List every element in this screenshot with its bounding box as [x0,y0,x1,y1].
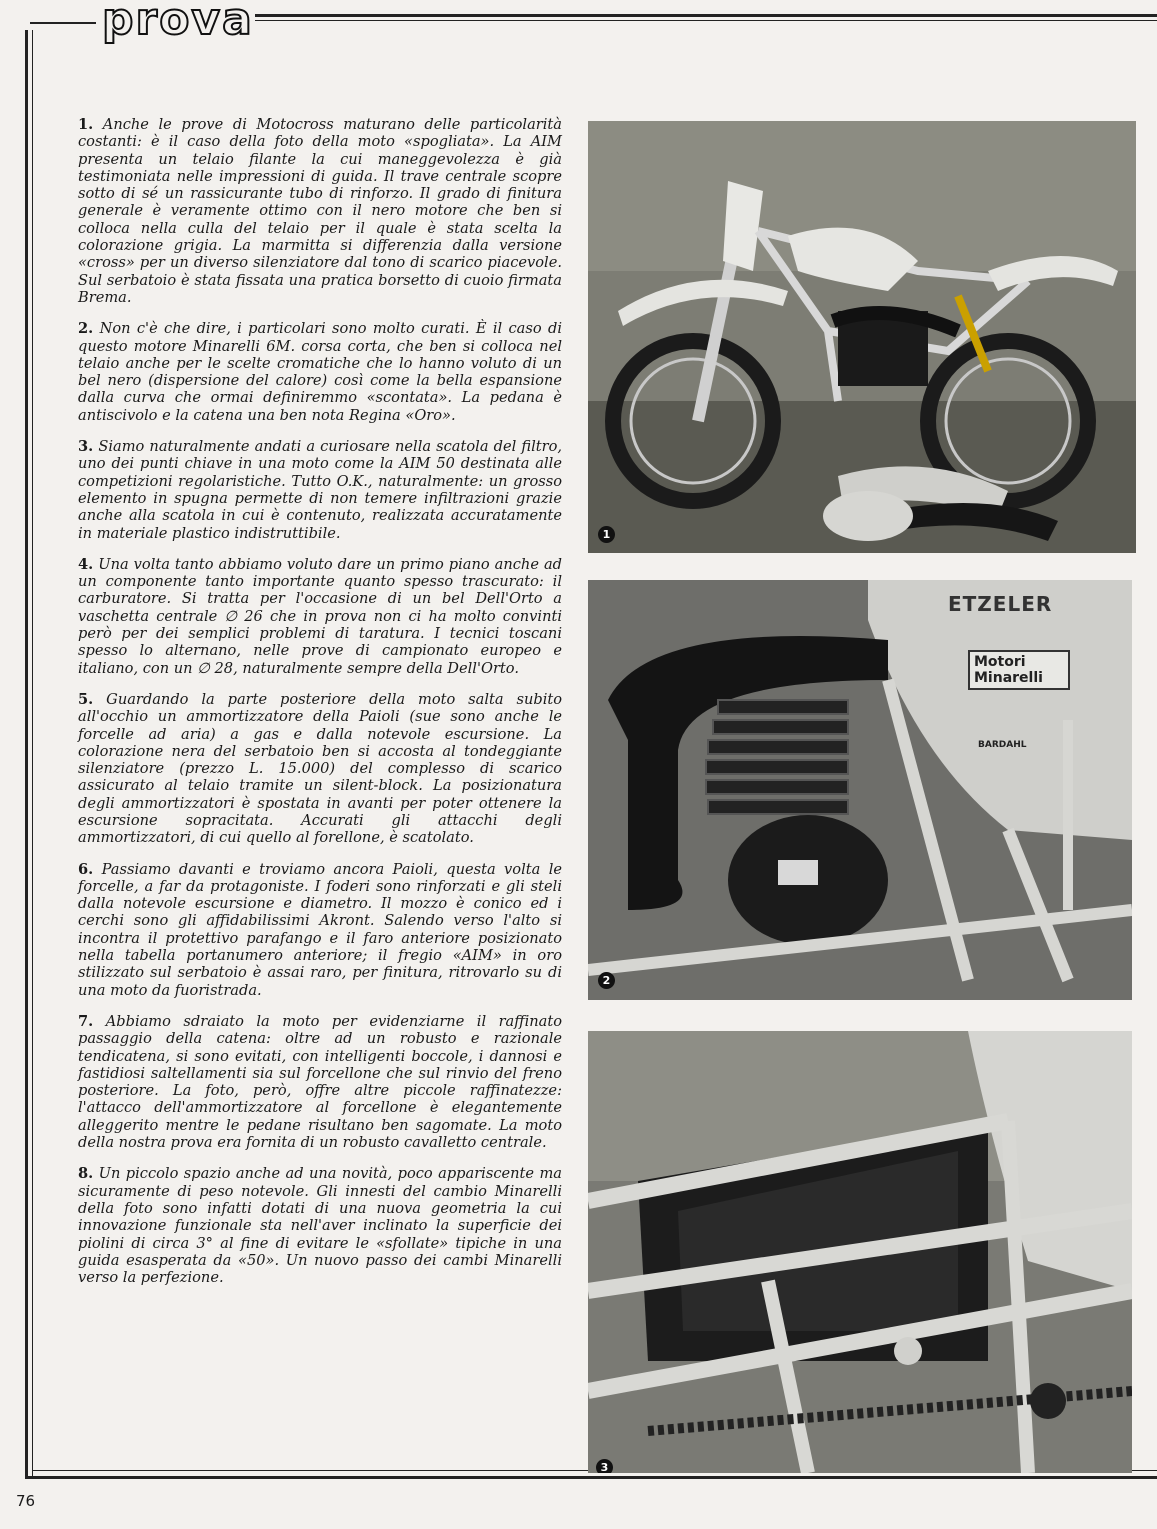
engine-illustration [588,580,1132,1000]
paragraph-2 [78,320,562,424]
paragraph-text: Non c'è che dire, i particolari sono molto curati. È il caso di questo motore Minarelli 6M. corsa corta, che ben si colloca nel telaio anche per le scelte cromatiche che lo hanno voluto di un bel nero (dispersione del calore) così come la bella espansione dalla curva che ormai definiremmo «scontata». La pedana è antiscivolo e la catena una ben nota Regina «Oro». [78,320,563,424]
motorcycle-illustration [588,121,1136,553]
paragraph-text: Siamo naturalmente andati a curiosare nella scatola del filtro, uno dei punti chiave in una moto come la AIM 50 destinata alle competizioni regolaristiche. Tutto O.K., naturalmente: un grosso elemento in spugna permette di non temere infiltrazioni grazie anche alla scatola in cui è contenuto, realizzata accuratamente in materiale plastico indistruttibile. [78,438,563,542]
decal-motori-line2: Minarelli [974,670,1043,686]
frame-top-rule [255,14,1157,17]
engine-closeup-photo [588,580,1132,1000]
page-number: 76 [16,1492,36,1510]
paragraph-number: 5. [78,690,94,708]
motorcycle-photo [588,121,1136,553]
paragraph-number: 6. [78,860,94,878]
decal-brand: ETZELER [948,592,1053,616]
frame-bottom-rule [25,1476,1157,1479]
paragraph-text: Passiamo davanti e troviamo ancora Paioli, questa volta le forcelle, a far da protagoniste. I foderi sono rinforzati e gli steli dalla notevole escursione e diametro. Il mozzo è conico ed i cerchi sono gli affidabilissimi Akront. Salendo verso l'alto si incontra il protettivo parafango e il faro anteriore posizionato nella tabella portanumero anteriore; il fregio «AIM» in oro stilizzato sul serbatoio è assai raro, per finitura, ritrovarlo su di una moto da fuoristrada. [78,860,562,999]
paragraph-8 [78,1165,562,1286]
decal-oil: BARDAHL [978,740,1027,750]
photo-number-badge: 1 [598,526,615,543]
header-rule-left [30,22,96,24]
paragraph-number: 2. [78,320,94,338]
article-body [78,116,562,1300]
paragraph-text: Guardando la parte posteriore della moto salta subito all'occhio un ammortizzatore della Paioli (sue sono anche le forcelle ad aria) a gas e dalla notevole escursione. La colorazione nera del serbatoio ben si accosta al tondeggiante silenziatore (prezzo L. 15.000) del complesso di scarico assicurato al telaio tramite un silent-block. La posizionatura degli ammortizzatori è spostata in avanti per poter ottenere la escursione sopracitata. Accurati gli attacchi degli ammortizzatori, di cui quello al forellone, è scatolato. [78,690,563,847]
frame-top-rule-thin [255,20,1157,21]
paragraph-7 [78,1013,562,1151]
frame-illustration [588,1031,1132,1473]
paragraph-number: 8. [78,1165,94,1183]
decal-motori [968,650,1070,690]
frame-left-rule [25,30,28,1476]
paragraph-6 [78,861,562,999]
paragraph-number: 3. [78,438,94,456]
paragraph-3 [78,438,562,542]
photo-number-badge: 2 [598,972,615,989]
paragraph-text: Abbiamo sdraiato la moto per evidenziarne il raffinato passaggio della catena: oltre ad un robusto e razionale tendicatena, si sono evitati, con intelligenti boccole, i dannosi e fastidiosi saltellamenti sia sul forcellone che sul rinvio del freno posteriore. La foto, però, offre altre piccole raffinatezze: l'attacco dell'ammortizzatore al forcellone è elegantemente alleggerito mentre le pedane risultano ben sagomate. La moto della nostra prova era fornita di un robusto cavalletto centrale. [78,1012,563,1152]
decal-motori-line1: Motori [974,654,1026,670]
paragraph-text: Anche le prove di Motocross maturano delle particolarità costanti: è il caso della foto della moto «spogliata». La AIM presenta un telaio filante la cui maneggevolezza è già testimoniata nelle impressioni di guida. Il trave centrale scopre sotto di sé un rassicurante tubo di rinforzo. Il grado di finitura generale è veramente ottimo con il nero motore che ben si colloca nella culla del telaio per il quale è stata scelta la colorazione grigia. La marmitta si differenzia dalla versione «cross» per un diverso silenziatore dal tono di scarico piacevole. Sul serbatoio è stata fissata una pratica borsetto di cuoio firmata Brema. [78,116,563,306]
paragraph-text: Un piccolo spazio anche ad una novità, poco appariscente ma sicuramente di peso notevole. Gli innesti del cambio Minarelli della foto sono infatti dotati di una nuova geometria la cui innovazione funzionale sta nell'aver inclinato la superficie dei piolini di circa 3° al fine di evitare le «sfollate» tipiche in una guida esasperata da «50». Un nuovo passo dei cambi Minarelli verso la perfezione. [78,1165,562,1287]
paragraph-number: 4. [78,555,94,573]
paragraph-text: Una volta tanto abbiamo voluto dare un primo piano anche ad un componente tanto importante quanto spesso trascurato: il carburatore. Si tratta per l'occasione di un bel Dell'Orto a vaschetta centrale ∅ 26 che in prova non ci ha molto convinti però per dei semplici problemi di taratura. I tecnici toscani spesso lo alternano, nelle prove di campionato europeo e italiano, con un ∅ 28, naturalmente sempre della Dell'Orto. [78,555,563,677]
photo-number-badge: 3 [596,1459,613,1473]
paragraph-5 [78,691,562,847]
paragraph-number: 7. [78,1012,94,1030]
paragraph-number: 1. [78,116,94,133]
paragraph-4 [78,556,562,677]
paragraph-1 [78,116,562,306]
frame-left-rule-thin [32,30,33,1476]
section-label: prova [102,0,254,45]
frame-closeup-photo [588,1031,1132,1473]
